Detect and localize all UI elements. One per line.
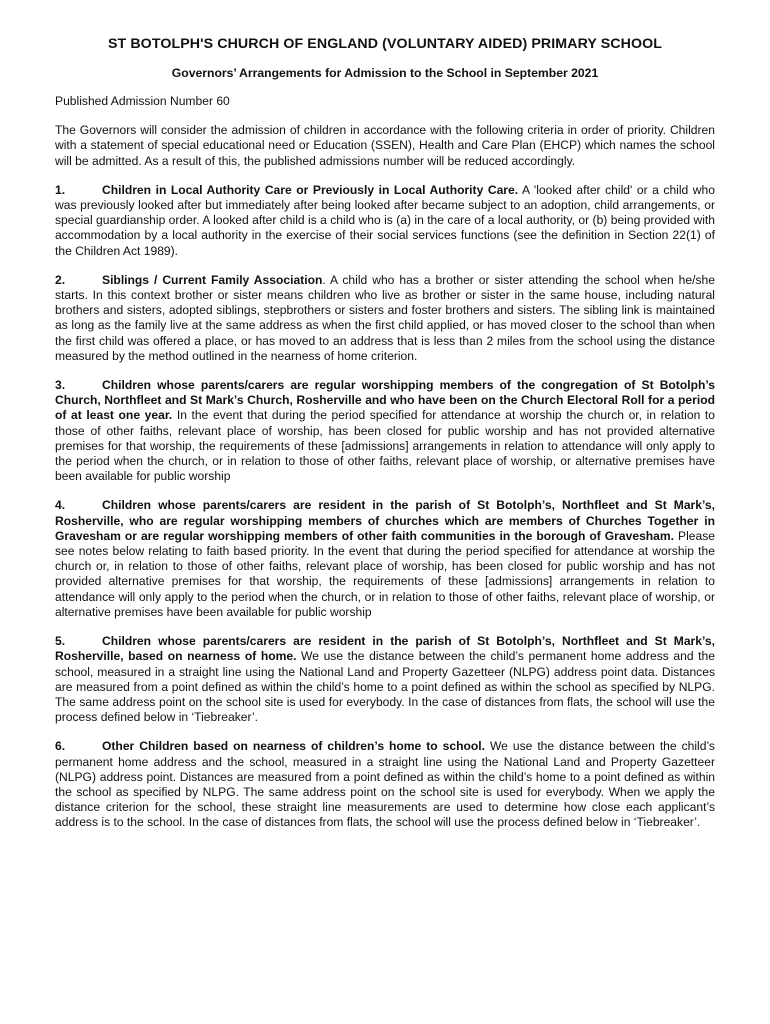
criterion-heading: Children whose parents/carers are resident in the parish of St Botolph’s, Northfleet and St Mark’s, Rosherville, based on nearness of home. [55,634,715,664]
criterion-number: 4. [55,498,66,513]
criterion-number: 3. [55,378,66,393]
criterion-body: A 'looked after child' or a child who was previously looked after but immediately after being looked after became subject to an adoption, child arrangements, or special guardianship order. A looked after child is a child who is (a) in the care of a local authority, or (b) being provided with accommodation by a local authority in the exercise of their social services functions (see the definition in Section 22(1) of the Children Act 1989). [55,182,715,258]
criterion-1 [55,183,715,259]
document-subtitle: Governors’ Arrangements for Admission to the School in September 2021 [171,66,599,80]
criterion-2 [55,273,715,364]
criterion-3 [55,378,715,484]
intro-paragraph: The Governors will consider the admission of children in accordance with the following criteria in order of priority. Children with a statement of special educational need or Education (SSEN), Health and Care Plan (EHCP) which names the school will be admitted. As a result of this, the published admissions number will be reduced accordingly. [55,123,715,168]
document-title: ST BOTOLPH'S CHURCH OF ENGLAND (VOLUNTARY AIDED) PRIMARY SCHOOL [107,36,663,52]
criterion-heading: Siblings / Current Family Association [102,272,323,287]
criterion-body: We use the distance between the child’s permanent home address and the school, measured in a straight line using the National Land and Property Gazetteer (NLPG) address point. Distances are measured from a point defined as within the child’s home to a point defined as within the school as specified by NLPG. The same address point on the school site is used for everybody. When we apply the distance criterion for the school, these straight line measurements are used to determine how close each applicant’s address is to the school. In the case of distances from flats, the school will use the process defined below in ‘Tiebreaker’. [55,739,715,830]
criterion-body: In the event that during the period specified for attendance at worship the church or, in relation to those of other faiths, relevant place of worship, has been closed for public worship and has not provided alternative premises for that worship, the requirements of these [admissions] arrangements in relation to attendance will only apply to the period when the church, or in relation to those of other faiths, relevant place of worship, or alternative premises have been available for public worship [55,408,715,484]
criterion-heading: Children whose parents/carers are resident in the parish of St Botolph’s, Northfleet and St Mark’s, Rosherville, who are regular worshipping members of churches which are members of Churches Together in Gravesham or are regular worshipping members of other faith communities in the borough of Gravesham. [55,498,715,543]
criterion-4 [55,498,715,620]
published-admission-number: Published Admission Number 60 [55,94,230,108]
criterion-number: 6. [55,739,66,754]
criterion-heading: Children in Local Authority Care or Previously in Local Authority Care. [102,182,519,197]
criterion-heading: Children whose parents/carers are regular worshipping members of the congregation of St Botolph’s Church, Northfleet and St Mark’s Church, Rosherville and who have been on the Church Electoral Roll for a period of at least one year. [55,378,715,423]
criterion-6 [55,739,715,830]
criterion-number: 2. [55,272,66,287]
criterion-body: . A child who has a brother or sister attending the school when he/she starts. In this context brother or sister means children who live as brother or sister in the same house, including natural brothers and sisters, adopted siblings, stepbrothers or sisters and foster brothers and sisters. The sibling link is maintained as long as the family live at the same address as when the first child applied, or has moved closer to the school than when the first child was offered a place, or has moved to an address that is less than 2 miles from the school using the distance measured by the method outlined in the nearness of home criterion. [55,272,715,363]
criterion-body: Please see notes below relating to faith based priority. In the event that during the period specified for attendance at worship the church or, in relation to those of other faiths, relevant place of worship, has been closed for public worship and has not provided alternative premises for that worship, the requirements of these [admissions] arrangements in relation to attendance will only apply to the period when the church, or in relation to those of other faiths, relevant place of worship, or alternative premises have been available for public worship [55,528,716,619]
criterion-heading: Other Children based on nearness of children’s home to school. [102,739,485,754]
criterion-number: 5. [55,634,66,649]
criterion-body: We use the distance between the child’s permanent home address and the school, measured in a straight line using the National Land and Property Gazetteer (NLPG) address point data. Distances are measured from a point defined as within the child’s home to a point defined as within the school as specified by NLPG. The same address point on the school site is used for everybody. In the case of distances from flats, the school will use the process defined below in ‘Tiebreaker’. [55,649,715,725]
criterion-number: 1. [55,182,66,197]
criterion-5 [55,634,715,725]
